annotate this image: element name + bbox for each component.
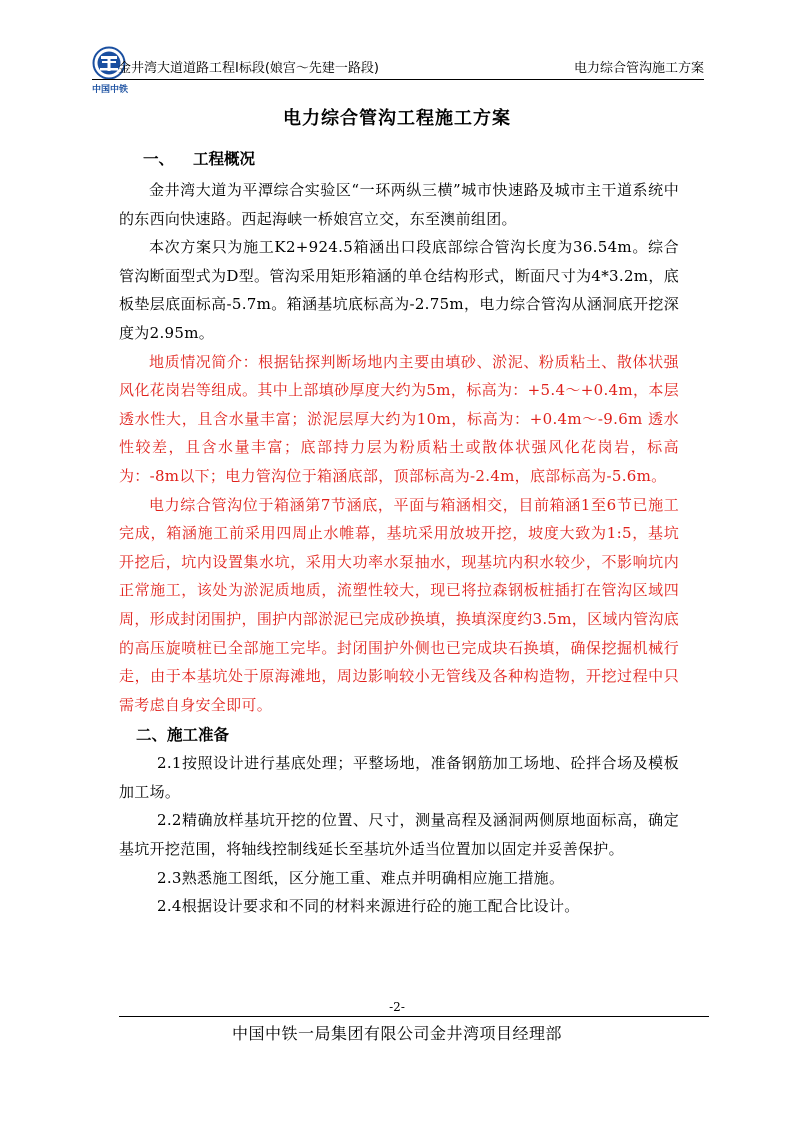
section-1-number: 一、 [143,149,175,168]
site-condition-paragraph: 电力综合管沟位于箱涵第7节涵底，平面与箱涵相交，目前箱涵1至6节已施工完成，箱涵施工前采用四周止水帷幕，基坑采用放坡开挖，坡度大致为1:5，基坑开挖后，坑内设置集水坑，采用大功率水泵抽水，现基坑内积水较少，不影响坑内正常施工，该处为淤泥质地质，流塑性较大，现已将拉森钢板桩插打在管沟区域四周，形成封闭围护，围护内部淤泥已完成砂换填，换填深度约3.5m，区域内管沟底的高压旋喷桩已全部施工完毕。封闭围护外侧也已完成块石换填，确保挖掘机械行走，由于本基坑处于原海滩地，周边影响较小无管线及各种构造物，开挖过程中只需考虑自身安全即可。 [119,495,679,714]
prep-item: 2.1按照设计进行基底处理；平整场地，准备钢筋加工场地、砼拌合场及模板加工场。 [119,754,679,801]
document-body [119,146,679,921]
prep-item: 2.3熟悉施工图纸，区分施工重、难点并明确相应施工措施。 [157,868,565,887]
section-1-title: 工程概况 [193,149,256,168]
page-header [92,46,704,95]
logo-caption: 中国中铁 [92,85,129,95]
prep-item: 2.2精确放样基坑开挖的位置、尺寸，测量高程及涵洞两侧原地面标高，确定基坑开挖范围，将轴线控制线延长至基坑外适当位置加以固定并妥善保护。 [119,811,679,859]
footer-divider [119,1016,709,1017]
header-document-name: 电力综合管沟施工方案 [573,61,704,76]
section-2-heading: 二、施工准备 [136,725,230,745]
footer-organization: 中国中铁一局集团有限公司金井湾项目经理部 [231,1024,562,1043]
geology-paragraph: 地质情况简介：根据钻探判断场地内主要由填砂、淤泥、粉质粘土、散体状强风化花岗岩等组成。其中上部填砂厚度大约为5m，标高为：+5.4～+0.4m，本层透水性大，且含水量丰富；淤泥层厚大约为10m，标高为：+0.4m～-9.6m 透水性较差，且含水量丰富；底部持力层为粉质粘土或散体状强风化花岗岩，标高为：-8m以下；电力管沟位于箱涵底部，顶部标高为-2.4m，底部标高为-5.6m。 [119,352,679,485]
prep-item: 2.4根据设计要求和不同的材料来源进行砼的施工配合比设计。 [157,897,580,916]
page-number: -2- [389,1000,405,1014]
page-title: 电力综合管沟工程施工方案 [283,108,511,129]
section-1-heading [143,146,679,172]
scope-paragraph: 本次方案只为施工K2+924.5箱涵出口段底部综合管沟长度为36.54m。综合管沟断面型式为D型。管沟采用矩形箱涵的单仓结构形式，断面尺寸为4*3.2m，底板垫层底面标高-5.7m。箱涵基坑底标高为-2.75m，电力综合管沟从涵洞底开挖深度为2.95m。 [119,238,679,342]
overview-paragraph: 金井湾大道为平潭综合实验区“一环两纵三横”城市快速路及城市主干道系统中的东西向快速路。西起海峡一桥娘宫立交，东至澳前组团。 [119,181,679,228]
header-project-name: 金井湾大道道路工程Ⅰ标段(娘宫～先建一路段) [118,61,379,76]
header-divider [92,79,704,80]
